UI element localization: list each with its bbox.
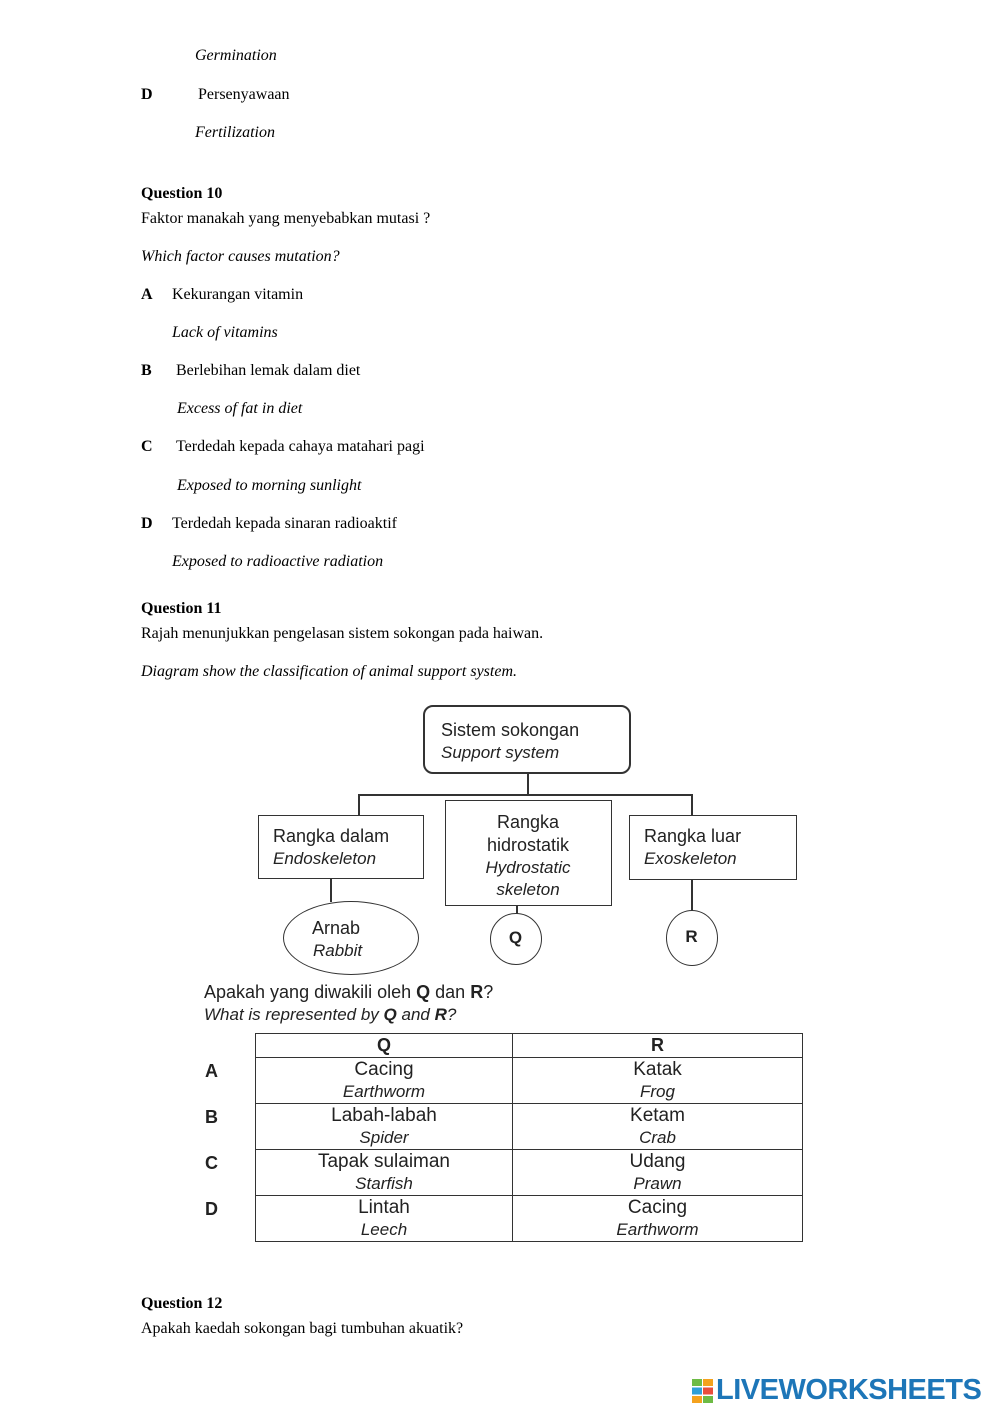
- r-circle: [666, 910, 718, 966]
- table-cell-r: [513, 1058, 803, 1104]
- rabbit-ellipse: [283, 901, 419, 975]
- q12-title: Question 12: [141, 1295, 223, 1312]
- q10-option-c-english: Exposed to morning sunlight: [177, 477, 362, 494]
- exoskeleton-label-english: Exoskeleton: [644, 849, 737, 868]
- q10-option-c-label: C: [141, 438, 153, 455]
- cell-malay: Ketam: [630, 1104, 685, 1126]
- cell-english: Earthworm: [616, 1219, 699, 1239]
- table-cell-q: [256, 1058, 513, 1104]
- hydrostatic-label-malay-2: hidrostatik: [486, 835, 570, 855]
- q-circle-label: Q: [508, 928, 523, 947]
- q11-text-english: Diagram show the classification of animal support system.: [141, 663, 517, 680]
- table-row: [256, 1150, 803, 1196]
- cell-malay: Cacing: [627, 1196, 688, 1218]
- endoskeleton-label-english: Endoskeleton: [273, 849, 377, 868]
- table-cell-r: [513, 1104, 803, 1150]
- q10-option-a-english: Lack of vitamins: [172, 324, 278, 341]
- exoskeleton-box: [629, 815, 797, 880]
- cell-english: Spider: [359, 1127, 409, 1147]
- hydrostatic-label-english-2: skeleton: [496, 880, 560, 899]
- q10-option-d-malay: Terdedah kepada sinaran radioaktif: [172, 515, 397, 532]
- q11-prompt-malay: Apakah yang diwakili oleh Q dan R?: [204, 982, 494, 1002]
- logo-text: LIVEWORKSHEETS: [716, 1374, 982, 1406]
- q11-option-a-label: A: [205, 1061, 218, 1081]
- q10-text-malay: Faktor manakah yang menyebabkan mutasi ?: [141, 210, 431, 227]
- exoskeleton-label-malay: Rangka luar: [644, 826, 742, 846]
- q10-option-d-english: Exposed to radioactive radiation: [172, 553, 384, 570]
- q10-option-b-english: Excess of fat in diet: [177, 400, 303, 417]
- hydrostatic-box: [445, 800, 612, 906]
- cell-english: Prawn: [633, 1173, 682, 1193]
- cell-malay: Katak: [633, 1058, 682, 1080]
- rabbit-label-malay: Arnab: [312, 918, 361, 938]
- endoskeleton-label-malay: Rangka dalam: [273, 826, 390, 846]
- q11-text-malay: Rajah menunjukkan pengelasan sistem sokongan pada haiwan.: [141, 625, 544, 642]
- q10-title: Question 10: [141, 185, 223, 202]
- hydrostatic-label-malay-1: Rangka: [496, 812, 560, 832]
- connector-left: [358, 794, 360, 816]
- table-cell-q: [256, 1196, 513, 1242]
- q10-option-b-malay: Berlebihan lemak dalam diet: [176, 362, 361, 379]
- q9-option-c-english: Germination: [195, 47, 277, 64]
- root-label-english: Support system: [441, 743, 560, 762]
- table-header-q: Q: [256, 1034, 513, 1058]
- endoskeleton-box: [258, 815, 424, 879]
- cell-english: Crab: [639, 1127, 676, 1147]
- cell-english: Frog: [640, 1081, 675, 1101]
- table-row: [256, 1058, 803, 1104]
- q11-option-c-label: C: [205, 1153, 218, 1173]
- cell-english: Earthworm: [342, 1081, 426, 1101]
- q12-text-malay: Apakah kaedah sokongan bagi tumbuhan akuatik?: [141, 1320, 464, 1337]
- q11-title: Question 11: [141, 600, 222, 617]
- table-cell-q: [256, 1150, 513, 1196]
- q11-prompt-english: What is represented by Q and R?: [204, 1005, 457, 1024]
- cell-malay: Udang: [629, 1150, 686, 1172]
- root-box: [423, 705, 631, 774]
- q10-option-a-label: A: [141, 286, 153, 303]
- table-cell-r: [513, 1196, 803, 1242]
- table-header-r: R: [513, 1034, 803, 1058]
- q9-option-d-label: D: [141, 86, 153, 103]
- r-circle-label: R: [685, 927, 698, 946]
- connector-left-down: [330, 878, 332, 902]
- cell-english: Starfish: [355, 1173, 413, 1193]
- q9-option-d-malay: Persenyawaan: [198, 86, 290, 103]
- table-cell-q: [256, 1104, 513, 1150]
- q-circle: [490, 913, 542, 965]
- hydrostatic-label-english-1: Hydrostatic: [485, 858, 571, 877]
- liveworksheets-logo: [692, 1374, 981, 1407]
- table-row: [256, 1104, 803, 1150]
- rabbit-label-english: Rabbit: [313, 941, 363, 960]
- q11-option-b-label: B: [205, 1107, 218, 1127]
- q10-option-a-malay: Kekurangan vitamin: [172, 286, 304, 303]
- table-cell-r: [513, 1150, 803, 1196]
- table-header-row: [256, 1034, 803, 1058]
- cell-malay: Lintah: [358, 1196, 410, 1218]
- connector-horizontal: [358, 794, 692, 796]
- q10-option-d-label: D: [141, 515, 153, 532]
- connector-right: [691, 794, 693, 816]
- cell-malay: Tapak sulaiman: [317, 1150, 451, 1172]
- answer-table: [255, 1033, 803, 1242]
- connector-root: [527, 773, 529, 795]
- q10-option-b-label: B: [141, 362, 152, 379]
- cell-malay: Cacing: [354, 1058, 414, 1080]
- q10-option-c-malay: Terdedah kepada cahaya matahari pagi: [176, 438, 425, 455]
- q11-option-d-label: D: [205, 1199, 218, 1219]
- cell-malay: Labah-labah: [331, 1104, 437, 1126]
- root-label-malay: Sistem sokongan: [441, 720, 580, 740]
- q9-option-d-english: Fertilization: [195, 124, 275, 141]
- cell-english: Leech: [360, 1219, 408, 1239]
- logo-icon: [692, 1378, 714, 1404]
- table-row: [256, 1196, 803, 1242]
- q10-text-english: Which factor causes mutation?: [141, 248, 340, 265]
- connector-right-down: [691, 879, 693, 911]
